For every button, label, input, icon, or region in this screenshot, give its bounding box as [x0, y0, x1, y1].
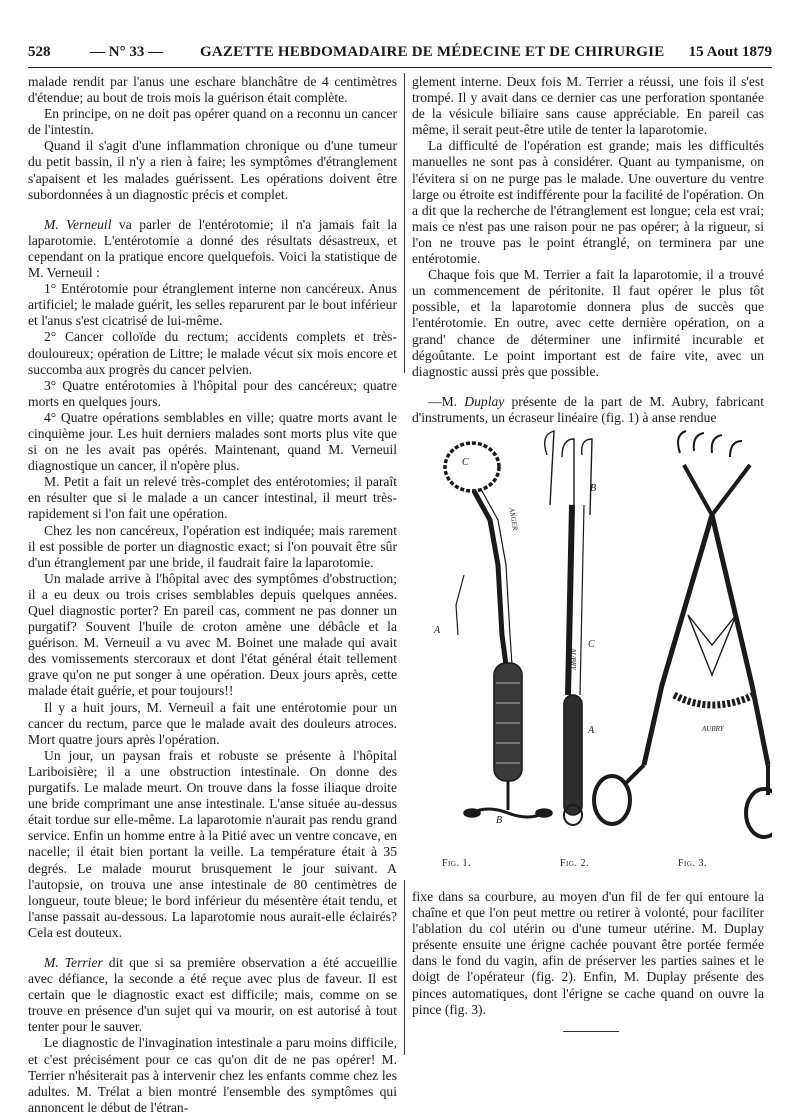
fig2-label-a: A	[588, 725, 595, 736]
paragraph: Il y a huit jours, M. Verneuil a fait une entérotomie pour un cancer du rectum, parce que le malade avait des douleurs atroces. Mort quatre jours après l'opération.	[28, 699, 397, 747]
paragraph: Chez les non cancéreux, l'opération est indiquée; mais rarement il est possible de porter un diagnostic exact; si l'on pouvait être sûr d'un étranglement par une bride, il faudrait faire la laparotomie.	[28, 522, 397, 570]
figure-caption: Fig. 3.	[678, 858, 707, 869]
fig1-label-c: C	[462, 457, 469, 468]
fig1-label-b: B	[496, 815, 503, 826]
fig3-maker-mark: AUBRY	[702, 725, 724, 733]
fig3-pinces	[594, 431, 772, 837]
paragraph: Le diagnostic de l'invagination intestinale a paru moins difficile, et c'est précisément pour ce cas qu'on dit de ne pas opérer! M. Terrier n'hésiterait pas à intervenir chez les enfants comme chez les adultes. M. Trélat a bien montré l'ensemble des symptômes qui annoncent le début de l'étran-	[28, 1035, 397, 1115]
paragraph: Un malade arrive à l'hôpital avec des symptômes d'obstruction; il a eu deux ou trois crises semblables depuis quelques années. Quel diagnostic porter? En pareil cas, comment ne pas donner un purgatif? Souvent l'huile de croton amène une débâcle et la guérison. M. Verneuil a vu avec M. Boinet une malade qui avait des vomissements stercoraux et dont l'état général était tellement grave qu'on ne put songer à une opération. Deux jours après, cette malade était guérie, et pour toujours!!	[28, 570, 397, 699]
paragraph: fixe dans sa courbure, au moyen d'un fil de fer qui entoure la chaîne et que l'on peut mettre ou retirer à volonté, pour faciliter l'ablation du col utérin ou d'une tumeur utérine. M. Duplay présente ensuite une érigne cachée pouvant être portée fermée dans le fond du vagin, afin de préserver les parties saines et le doigt de l'opérateur (fig. 2). Enfin, M. Duplay présente des pinces automatiques, dont l'érigne se cache quand on ouvre la pince (fig. 3).	[412, 889, 764, 1017]
fig1-ecraseur	[445, 443, 552, 817]
figure-caption: Fig. 2.	[560, 858, 589, 869]
paragraph: 3° Quatre entérotomies à l'hôpital pour des cancéreux; quatre morts en quelques jours.	[28, 377, 397, 409]
paragraph: 2° Cancer colloïde du rectum; accidents complets et très-douloureux; opération de Littre; le malade vécut six mois encore et succomba aux progrès du cancer pelvien.	[28, 329, 397, 377]
figure-caption: Fig. 1.	[442, 858, 471, 869]
paragraph	[28, 217, 397, 281]
fig2-label-c: C	[588, 639, 595, 650]
paragraph: malade rendit par l'anus une eschare blanchâtre de 4 centimètres d'étendue; au bout de trois mois la guérison était complète.	[28, 74, 397, 106]
right-column-bottom	[412, 889, 764, 1018]
speaker-name: M. Terrier	[44, 954, 103, 970]
right-column-top	[412, 74, 764, 426]
speaker-name: M. Verneuil	[44, 216, 112, 232]
paragraph	[28, 955, 397, 1035]
fig1-maker-mark: ANGER	[507, 507, 520, 531]
paragraph: La difficulté de l'opération est grande; mais les difficultés manuelles ne sont pas à considérer. Quant au tympanisme, on l'évitera si on ne purge pas le malade. Une ouverture du ventre large ou étroite est indifférente pour la facilité de l'opération. On a dit que la recherche de l'étranglement est longue; cela est vrai; mais ce n'est pas une raison pour ne pas opérer; à la rigueur, si l'on ne trouve pas le point étranglé, on terminera par une entérotomie.	[412, 138, 764, 267]
paragraph: En principe, on ne doit pas opérer quand on a reconnu un cancer de l'intestin.	[28, 106, 397, 138]
paragraph-text: présente de la part de M. Aubry, fabricant d'instruments, un écraseur linéaire (fig. 1) à anse rendue	[412, 393, 764, 425]
page-number: 528	[28, 44, 51, 60]
column-divider	[404, 73, 405, 373]
fig2-label-b: B	[590, 483, 597, 494]
paragraph: Un jour, un paysan frais et robuste se présente à l'hôpital Lariboisière; il a une obstruction intestinale. On donne des purgatifs. Le malade meurt. On trouve dans la fosse iliaque droite une bride comprimant une anse intestinale. L'anse située au-dessus était tordue sur elle-même. La laparotomie n'aurait pas rendu grand service. Enfin un homme entre à la Pitié avec un ventre concave, en nacelle; il était bien portant la veille. La température était à 35 degrés. Le malade mourut brusquement le jour suivant. A l'autopsie, on trouva une anse intestinale de 80 centimètres de longueur, toute bleue; le bord inférieur du mésentère était tendu, et l'anse passait au-dessous. La laparotomie nous aurait-elle éclairés? Cela est douteux.	[28, 747, 397, 940]
issue-date: 15 Aout 1879	[688, 44, 772, 60]
fig1-label-a: A	[434, 625, 441, 636]
paragraph: Quand il s'agit d'une inflammation chronique ou d'une tumeur du petit bassin, il n'y a rien à faire; les symptômes d'étranglement s'apaisent et les malades guérissent. Les opérations doivent être subordonnées à un diagnostic précis et complet.	[28, 138, 397, 202]
section-end-rule	[563, 1031, 619, 1032]
paragraph: 4° Quatre opérations semblables en ville; quatre morts avant le cinquième jour. Les huit derniers malades sont morts plus vite que si on ne les avait pas opérés. Maintenant, quand M. Verneuil diagnostique un cancer, il n'opère plus.	[28, 409, 397, 474]
header-rule	[28, 67, 772, 68]
column-divider-lower	[404, 880, 405, 1055]
speaker-name: Duplay	[464, 393, 505, 409]
paragraph-text: va parler de l'entérotomie; il n'a jamais fait la laparotomie. L'entérotomie a donné des résultats désastreux, et cependant on la pratique encore quelquefois. Voici la statistique de M. Verneuil :	[28, 216, 397, 281]
journal-title: GAZETTE HEBDOMADAIRE DE MÉDECINE ET DE CHIRURGIE	[200, 44, 665, 60]
paragraph-text: dit que si sa première observation a été accueillie avec défiance, la seconde a été reçue avec plus de faveur. Il est certain que le diagnostic exact est difficile; mais, comme on se trouve en présence d'un sujet qui va mourir, on est autorisé à tout tenter pour le sauver.	[28, 954, 397, 1035]
paragraph: Chaque fois que M. Terrier a fait la laparotomie, il a trouvé un commencement de péritonite. Il faut opérer le plus tôt possible, et la laparotomie donnera plus de succès que l'entérotomie. En outre, avec cette dernière opération, on a grand' chance de déterminer une infirmité incurable et dégoûtante. Le point important est de faire vite, avec un diagnostic aussi près que possible.	[412, 267, 764, 379]
paragraph: 1° Entérotomie pour étranglement interne non cancéreux. Anus artificiel; le malade guérit, les selles reparurent par le bout inférieur et l'anus s'est cicatrisé de lui-même.	[28, 281, 397, 329]
paragraph: M. Petit a fait un relevé très-complet des entérotomies; il paraît en résulter que si le malade a un cancer intestinal, il meurt très-rapidement si l'on fait une opération.	[28, 474, 397, 522]
dash-prefix: —M.	[428, 393, 465, 409]
instrument-figure	[412, 395, 772, 873]
page-header	[28, 44, 772, 66]
fig2-erigne	[545, 431, 595, 825]
paragraph: glement interne. Deux fois M. Terrier a réussi, une fois il s'est trompé. Il y avait dans ce dernier cas une perforation spontanée de la vésicule biliaire sans cause appréciable. En pareil cas même, il serait peut-être utile de tenter la laparotomie.	[412, 74, 764, 138]
issue-number: — N° 33 —	[90, 44, 164, 60]
left-column	[28, 74, 397, 1116]
fig2-maker-mark: AUBRY	[568, 648, 577, 670]
